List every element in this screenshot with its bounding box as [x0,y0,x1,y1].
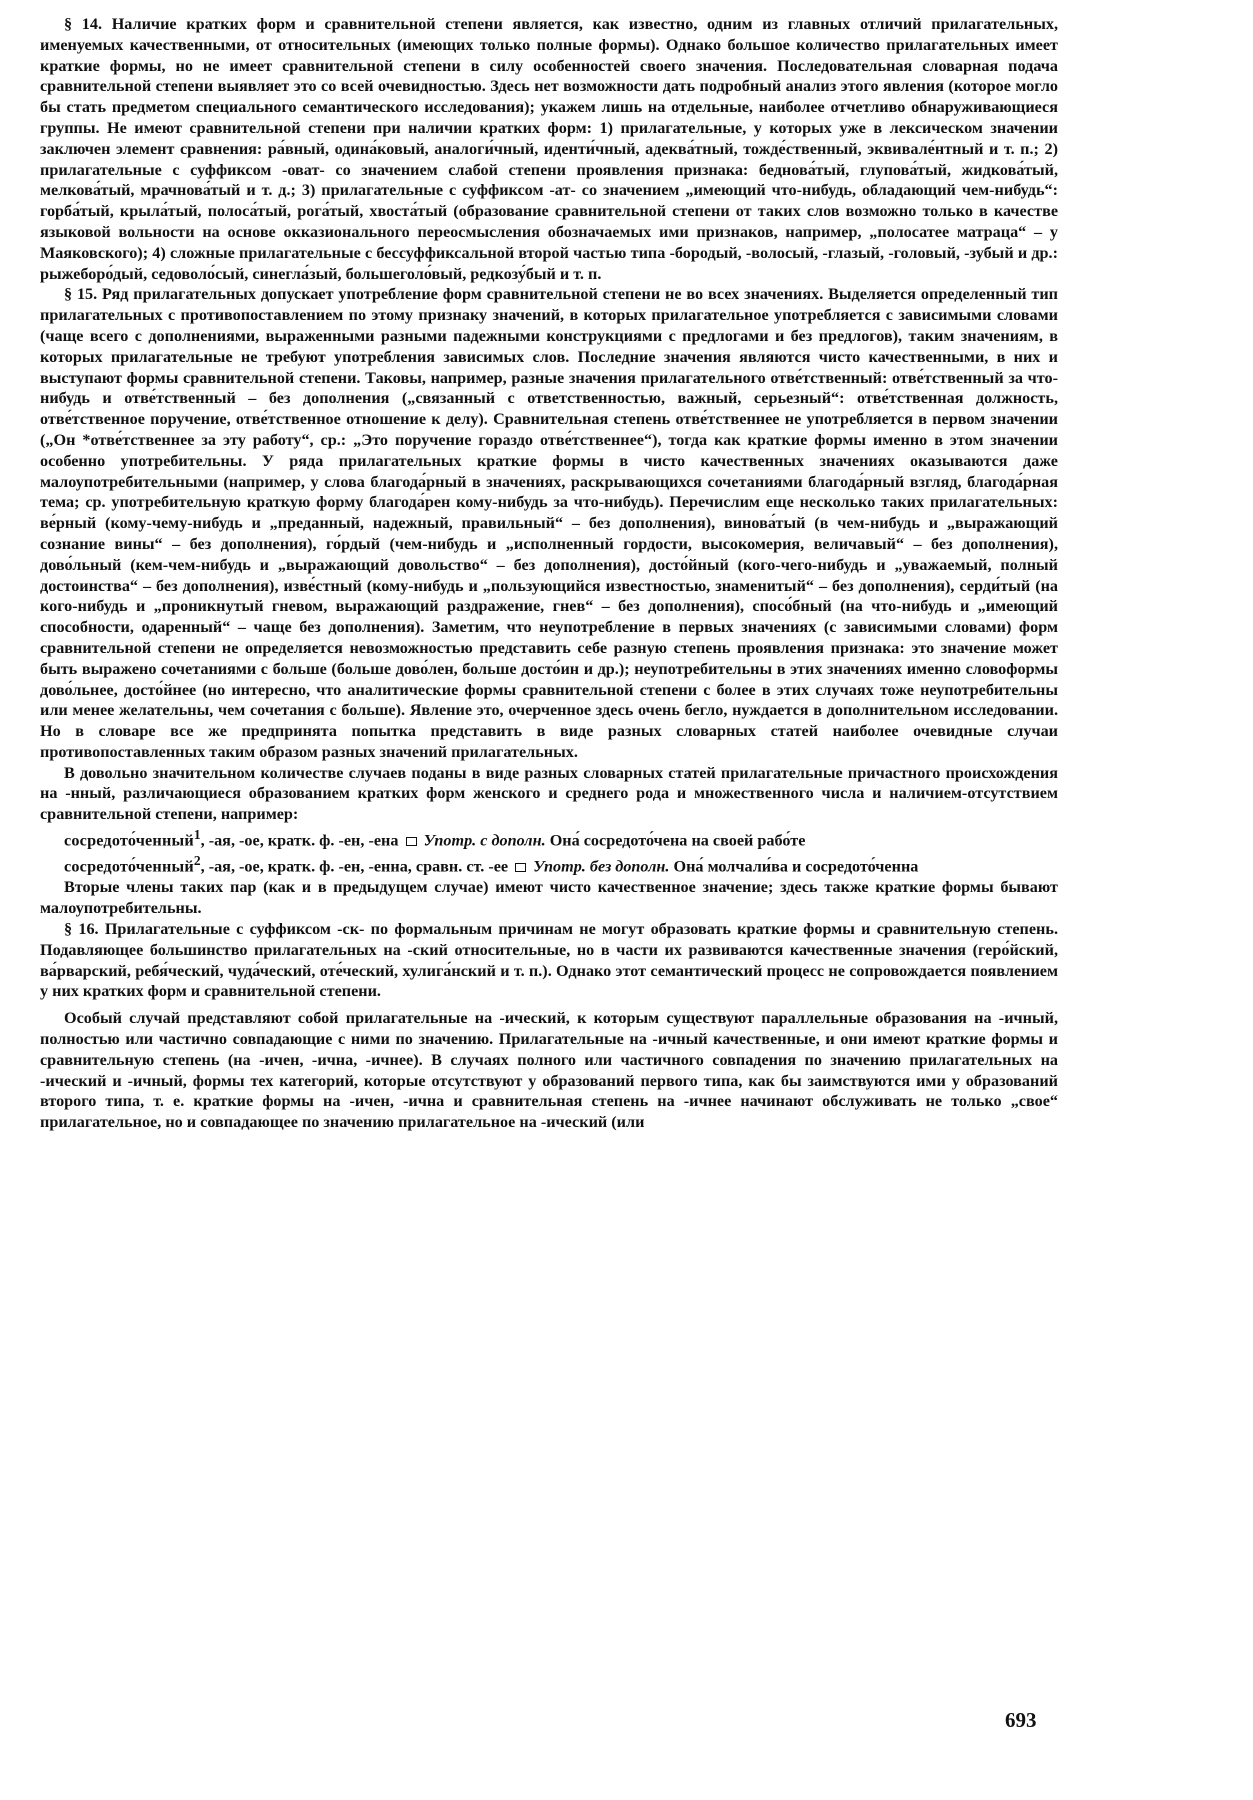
document-page [40,14,1058,1133]
paragraph-ichesky: Особый случай представляют собой прилагательные на -ический, к которым существуют параллельные образования на -ичный, полностью или частично совпадающие с ними по значению. Прилагательные на -ичный качественные, и они имеют краткие формы и сравнительную степень (на -ичен, -ична, -ичнее). В случаях полного или частичного совпадения по значению прилагательных на -ический и -ичный, формы тех категорий, которые отсутствуют у образований первого типа, как бы заимствуются ими у образований второго типа, т. е. краткие формы на -ичен, -ична и сравнительная степень на -ичнее начинают обслуживать не только „свое“ прилагательное, но и совпадающее по значению прилагательное на -ический (или [40,1009,1058,1132]
section-15: § 15. Ряд прилагательных допускает употребление форм сравнительной степени не во всех значениях. Выделяется определенный тип прилагательных с противопоставлением по этому признаку значений, в которых прилагательное употребляется с зависимыми словами (чаще всего с дополнениями, выраженными разными падежными конструкциями с предлогами и без предлогов), таким значениям, в которых прилагательные не требуют употребления зависимых слов. Последние значения являются чисто качественными, в них и выступают формы сравнительной степени. Таковы, например, разные значения прилагательного отве́тственный: отве́тственный за что-нибудь и отве́тственный – без дополнения („связанный с ответственностью, важный, серьезный“: отве́тственная должность, отве́тственное поручение, отве́тственное отношение к делу). Сравнительная степень отве́тственнее не употребляется в первом значении („Он *отве́тственнее за эту работу“, ср.: „Это поручение гораздо отве́тственнее“), тогда как краткие формы именно в этом значении особенно употребительны. У ряда прилагательных краткие формы в чисто качественных значениях оказываются даже малоупотребительными (например, у слова благода́рный в значениях, раскрывающихся сочетаниями благода́рный взгляд, благода́рная тема; ср. употребительную краткую форму благода́рен кому-нибудь за что-нибудь). Перечислим еще несколько таких прилагательных: ве́рный (кому-чему-нибудь и „преданный, надежный, правильный“ – без дополнения), винова́тый (в чем-нибудь и „выражающий сознание вины“ – без дополнения), го́рдый (чем-нибудь и „исполненный гордости, высокомерия, величавый“ – без дополнения), дово́льный (кем-чем-нибудь и „выражающий довольство“ – без дополнения), досто́йный (кого-чего-нибудь и „уважаемый, полный достоинства“ – без дополнения), изве́стный (кому-нибудь и „пользующийся известностью, знаменитый“ – без дополнения), серди́тый (на кого-нибудь и „проникнутый гневом, выражающий раздражение, гнев“ – без дополнения), спосо́бный (на что-нибудь и „имеющий способности, одаренный“ – чаще без дополнения). Заметим, что неупотребление в первых значениях (с зависимыми словами) форм сравнительной степени не определяется невозможностью представить себе разную степень проявления признака: это значение может быть выражено сочетаниями с больше (больше дово́лен, больше досто́ин и др.); неупотребительны в этих значениях именно словоформы дово́льнее, досто́йнее (но интересно, что аналитические формы сравнительной степени с более в этих случаях тоже неупотребительны или менее желательны, чем сочетания с больше). Явление это, очерченное здесь очень бегло, нуждается в дополнительном исследовании. Но в словаре все же предпринята попытка представить в виде разных словарных статей наиболее очевидные случаи противопоставленных таким образом разных значений прилагательных. [40,285,1058,761]
paragraph-participial: В довольно значительном количестве случаев поданы в виде разных словарных статей прилагательные причастного происхождения на -нный, различающиеся образованием кратких форм женского и среднего рода и множественного числа и наличием-отсутствием сравнительной степени, например: [40,763,1058,824]
diamond-marker-icon [406,837,417,846]
section-14: § 14. Наличие кратких форм и сравнительной степени является, как известно, одним из главных отличий прилагательных, именуемых качественными, от относительных (имеющих только полные формы). Однако большое количество прилагательных имеет краткие формы, но не имеет сравнительной степени в силу особенностей своего значения. Последовательная словарная подача сравнительной степени выявляет это со всей очевидностью. Здесь нет возможности дать подробный анализ этого явления (которое могло бы стать предметом специального семантического исследования); укажем лишь на отдельные, наиболее отчетливо обнаруживающиеся группы. Не имеют сравнительной степени при наличии кратких форм: 1) прилагательные, у которых уже в лексическом значении заключен элемент сравнения: ра́вный, одина́ковый, аналоги́чный, иденти́чный, адеква́тный, тожде́ственный, эквивале́нтный и т. п.; 2) прилагательные с суффиксом -оват- со значением слабой степени проявления признака: беднова́тый, глупова́тый, жидкова́тый, мелкова́тый, мрачнова́тый и т. д.; 3) прилагательные с суффиксом -ат- со значением „имеющий что-нибудь, обладающий чем-нибудь“: горба́тый, крыла́тый, полоса́тый, рога́тый, хвоста́тый (образование сравнительной степени от таких слов возможно только в качестве языковой вольности на основе окказионального переосмысления обозначаемых ими признаков, например, „полосатее матраца“ – у Маяковского); 4) сложные прилагательные с бессуффиксальной второй частью типа -бородый, -волосый, -глазый, -головый, -зубый и др.: рыжеборо́дый, седоволо́сый, синегла́зый, большеголо́вый, редкозу́бый и т. п. [40,15,1058,283]
diamond-marker-icon [515,863,526,872]
headword: сосредото́ченный [64,831,194,850]
paragraph-pairs: Вторые члены таких пар (как и в предыдущем случае) имеют чисто качественное значение; здесь также краткие формы бывают малоупотребительны. [40,878,1058,918]
page-number: 693 [1005,1708,1037,1732]
dictionary-entry-1: сосредото́ченный$^1$, -ая, -ое, кратк. ф. -ен, -ена Употр. с дополн. Она́ сосредото́чена на своей рабо́те [64,827,806,850]
dictionary-entry-2: сосредото́ченный$^2$, -ая, -ое, кратк. ф. -ен, -енна, сравн. ст. -ее Употр. без дополн. Она́ молчали́ва и сосредото́ченна [64,853,919,876]
headword: сосредото́ченный [64,857,194,876]
section-16: § 16. Прилагательные с суффиксом -ск- по формальным причинам не могут образовать краткие формы и сравнительную степень. Подавляющее большинство прилагательных на -ский относительные, но в части их развиваются качественные значения (геро́йский, ва́рварский, ребя́ческий, чуда́ческий, оте́ческий, хулига́нский и т. п.). Однако этот семантический процесс не сопровождается появлением у них кратких форм и сравнительной степени. [40,920,1058,1001]
